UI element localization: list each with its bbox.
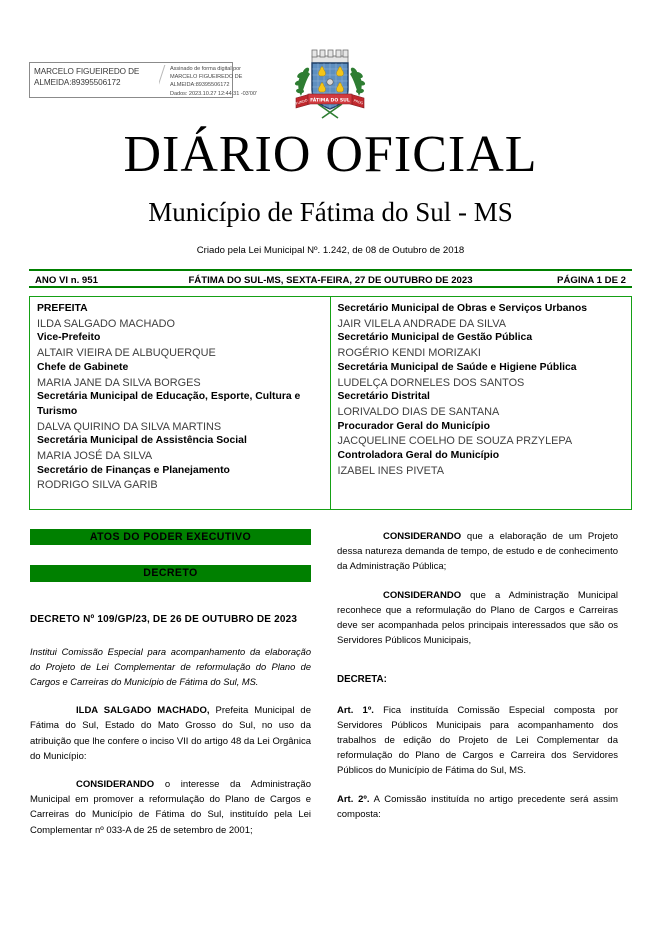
preamble-text: Prefeita Municipal de Fátima do Sul, Estado do Mato Grosso do Sul, no uso da atribuição que lhe confere o inciso VII do artigo 48 da Lei Orgânica do Município: [30, 705, 311, 762]
considerando-3 [337, 588, 618, 649]
official-role: Vice-Prefeito [37, 332, 101, 344]
article-2-label: Art. 2º. [337, 793, 370, 805]
official-role: Secretário Municipal de Gestão Pública [337, 332, 533, 344]
considerando-1 [30, 777, 311, 838]
official-person: ROGÉRIO KENDI MORIZAKI [337, 347, 481, 360]
article-1-text: Fica instituída Comissão Especial composta por Servidores Públicos Municipais para acompanhamento dos trabalhos de edição do Projeto de Lei Complementar da reformulação do Plano de Cargos e Carreira dos Servidores Públicos do Município de Fátima do Sul, MS. [337, 704, 618, 777]
officials-table [29, 296, 632, 510]
svg-text:FUNDO: FUNDO [295, 98, 309, 106]
official-person: MARIA JANE DA SILVA BORGES [37, 376, 201, 389]
considerando-label: CONSIDERANDO [383, 531, 462, 542]
issue-page-number: PÁGINA 1 DE 2 [557, 275, 626, 286]
svg-text:FÁTIMA DO SUL: FÁTIMA DO SUL [310, 98, 350, 104]
official-person: ILDA SALGADO MACHADO [37, 317, 175, 330]
considerando-1-text: o interesse da Administração Municipal em promover a reformulação do Plano de Cargos e Carreiras do Município de Fátima do Sul, instituído pela Lei Complementar nº 033-A de 25 de setembro de 2001; [30, 778, 311, 836]
official-role: Secretária Municipal de Saúde e Higiene Pública [337, 361, 577, 373]
considerando-label: CONSIDERANDO [383, 589, 462, 601]
official-person: RODRIGO SILVA GARIB [37, 479, 158, 492]
official-person: LORIVALDO DIAS DE SANTANA [337, 405, 500, 418]
article-2-text: A Comissão instituída no artigo precedente será assim composta: [337, 793, 618, 820]
signature-meta-line-3: ALMEIDA:89395506172 [170, 82, 230, 89]
masthead-law-line: Criado pela Lei Municipal Nº. 1.242, de 08 de Outubro de 2018 [196, 245, 465, 256]
decreta-label: DECRETA: [337, 674, 387, 686]
masthead-subtitle: Município de Fátima do Sul - MS [148, 197, 513, 227]
official-role: Procurador Geral do Município [337, 420, 490, 432]
decree-heading: DECRETO Nº 109/GP/23, DE 26 DE OUTUBRO DE 2023 [30, 614, 298, 625]
issue-place-date: FÁTIMA DO SUL-MS, SEXTA-FEIRA, 27 DE OUTUBRO DE 2023 [188, 275, 473, 286]
article-1 [337, 703, 618, 779]
official-person: JAIR VILELA ANDRADE DA SILVA [337, 317, 506, 330]
official-person: JACQUELINE COELHO DE SOUZA PRZYLEPA [337, 435, 573, 448]
signature-meta-line-1: Assinado de forma digital por [170, 66, 241, 72]
official-role: PREFEITA [37, 303, 88, 314]
svg-text:PROG: PROG [353, 98, 364, 106]
official-role: Secretário Distrital [337, 391, 430, 403]
article-2 [337, 792, 618, 822]
article-1-label: Art. 1º. [337, 704, 374, 716]
considerando-2-text: que a elaboração de um Projeto dessa natureza demanda de tempo, de estudo e de conhecimento da Administração Pública; [337, 531, 618, 573]
preamble-mayor-name: ILDA SALGADO MACHADO, [76, 705, 210, 717]
official-role: Secretária Municipal de Assistência Social [37, 435, 247, 447]
official-person: DALVA QUIRINO DA SILVA MARTINS [37, 420, 222, 433]
official-role: Chefe de Gabinete [37, 361, 129, 373]
article-column-left [30, 612, 311, 851]
official-person: IZABEL INES PIVETA [337, 464, 445, 477]
official-person: MARIA JOSÉ DA SILVA [37, 450, 153, 463]
official-person: ALTAIR VIEIRA DE ALBUQUERQUE [37, 347, 216, 360]
considerando-3-text: que a Administração Municipal reconhece que a reformulação do Plano de Cargos e Carreiras deve ser acompanhada pelos principais interessados que são os Servidores Públicos Municipais, [337, 589, 618, 647]
digital-signature-stamp [29, 62, 257, 98]
considerando-label: CONSIDERANDO [76, 778, 155, 790]
official-role: Secretária Municipal de Educação, Esporte, Cultura e Turismo [37, 391, 301, 417]
signature-metadata [170, 65, 270, 98]
section-banner-decreto: DECRETO [30, 565, 311, 582]
official-person: LUDELÇA DORNELES DOS SANTOS [337, 376, 525, 389]
decree-preamble [30, 703, 311, 764]
officials-column-right [331, 297, 632, 509]
section-banner-atos-poder-executivo: ATOS DO PODER EXECUTIVO [30, 529, 311, 545]
decree-ementa: Institui Comissão Especial para acompanhamento da elaboração do Projeto de Lei Complementar de reformulação do Plano de Cargos e Carreiras do Município de Fátima do Sul, MS. [30, 646, 311, 687]
article-column-right [337, 529, 618, 822]
signature-meta-line-2: MARCELO FIGUEIREDO DE [170, 74, 243, 81]
official-role: Secretário de Finanças e Planejamento [37, 464, 230, 476]
coat-of-arms-icon [292, 42, 368, 128]
page-title: DIÁRIO OFICIAL [123, 126, 538, 183]
officials-column-left [30, 297, 331, 509]
official-role: Secretário Municipal de Obras e Serviços Urbanos [337, 303, 587, 314]
issue-year-number: ANO VI n. 951 [35, 275, 98, 286]
issue-bar [29, 269, 632, 288]
signature-meta-line-4: Dados: 2023.10.27 12:44:31 -03'00' [170, 90, 257, 97]
official-role: Controladora Geral do Município [337, 450, 500, 462]
considerando-2 [337, 529, 618, 575]
signature-subject-name: MARCELO FIGUEIREDO DE ALMEIDA:89395506172 [34, 67, 140, 87]
